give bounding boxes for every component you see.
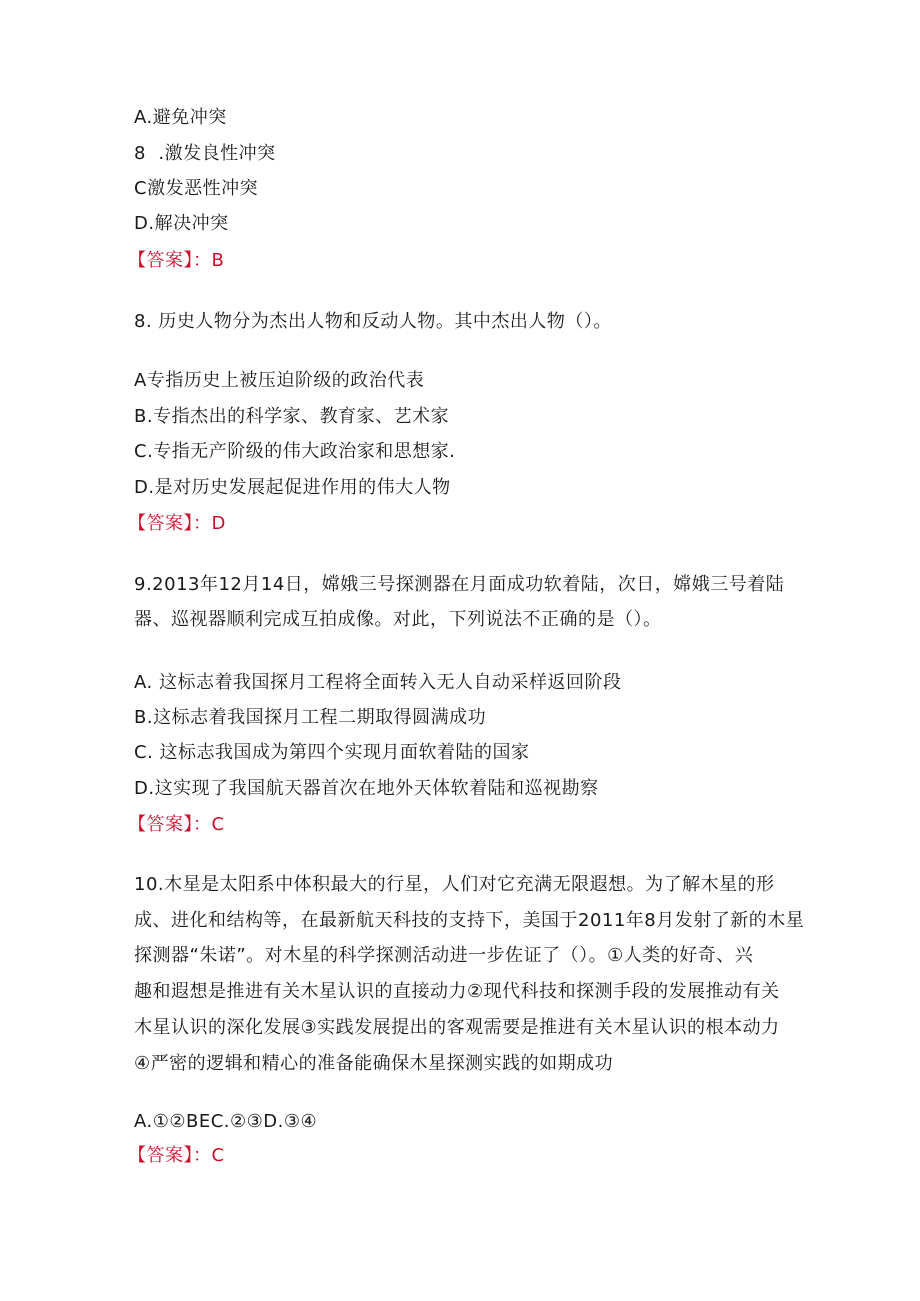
q10-stem-line-4: 趣和遐想是推进有关木星认识的直接动力②现代科技和探测手段的发展推动有关 xyxy=(134,981,780,1002)
q8-stem: 8. 历史人物分为杰出人物和反动人物。其中杰出人物（）。 xyxy=(134,311,612,332)
q9-answer xyxy=(128,813,225,837)
q10-stem-line-2: 成、进化和结构等，在最新航天科技的支持下，美国于2011年8月发射了新的木星 xyxy=(134,910,805,931)
q10-stem-line-5: 木星认识的深化发展③实践发展提出的客观需要是推进有关木星认识的根本动力 xyxy=(134,1017,780,1038)
q9-stem-line-1: 9.2013年12月14日，嫦娥三号探测器在月面成功软着陆，次日，嫦娥三号着陆 xyxy=(134,574,785,595)
answer-label: 【答案】 xyxy=(128,1145,193,1166)
answer-label: 【答案】 xyxy=(128,814,193,835)
q8-option-a: A专指历史上被压迫阶级的政治代表 xyxy=(134,370,425,391)
q8-option-c: C.专指无产阶级的伟大政治家和思想家. xyxy=(134,441,456,462)
q9-option-d: D.这实现了我国航天器首次在地外天体软着陆和巡视勘察 xyxy=(134,778,599,799)
q7-option-a: A.避免冲突 xyxy=(134,107,227,128)
q10-stem-line-1: 10.木星是太阳系中体积最大的行星，人们对它充满无限遐想。为了解木星的形 xyxy=(134,874,775,895)
q7-option-c: C激发恶性冲突 xyxy=(134,178,259,199)
answer-separator: ： xyxy=(193,1145,212,1166)
answer-separator: ： xyxy=(193,250,212,271)
q8-answer xyxy=(128,512,226,536)
q8-option-d: D.是对历史发展起促进作用的伟大人物 xyxy=(134,477,451,498)
q10-answer xyxy=(128,1144,225,1168)
answer-value: C xyxy=(211,814,225,835)
answer-separator: ： xyxy=(193,814,212,835)
answer-value: C xyxy=(211,1145,225,1166)
q9-stem-line-2: 器、巡视器顺利完成互拍成像。对此，下列说法不正确的是（）。 xyxy=(134,609,662,630)
q9-option-c: C. 这标志我国成为第四个实现月面软着陆的国家 xyxy=(134,742,530,763)
q7-option-b: 8 .激发良性冲突 xyxy=(134,143,276,164)
q10-stem-line-3: 探测器“朱诺”。对木星的科学探测活动进一步佐证了（）。①人类的好奇、兴 xyxy=(134,945,754,966)
q8-option-b: B.专指杰出的科学家、教育家、艺术家 xyxy=(134,406,450,427)
answer-label: 【答案】 xyxy=(128,250,193,271)
answer-label: 【答案】 xyxy=(128,513,193,534)
q9-option-a: A. 这标志着我国探月工程将全面转入无人自动采样返回阶段 xyxy=(134,672,622,693)
q7-answer xyxy=(128,249,224,273)
answer-value: B xyxy=(211,250,225,271)
answer-value: D xyxy=(211,513,226,534)
q7-option-d: D.解决冲突 xyxy=(134,213,229,234)
q9-option-b: B.这标志着我国探月工程二期取得圆满成功 xyxy=(134,707,487,728)
answer-separator: ： xyxy=(193,513,212,534)
q10-options: A.①②BEC.②③D.③④ xyxy=(134,1111,318,1132)
q10-stem-line-6: ④严密的逻辑和精心的准备能确保木星探测实践的如期成功 xyxy=(134,1053,614,1074)
